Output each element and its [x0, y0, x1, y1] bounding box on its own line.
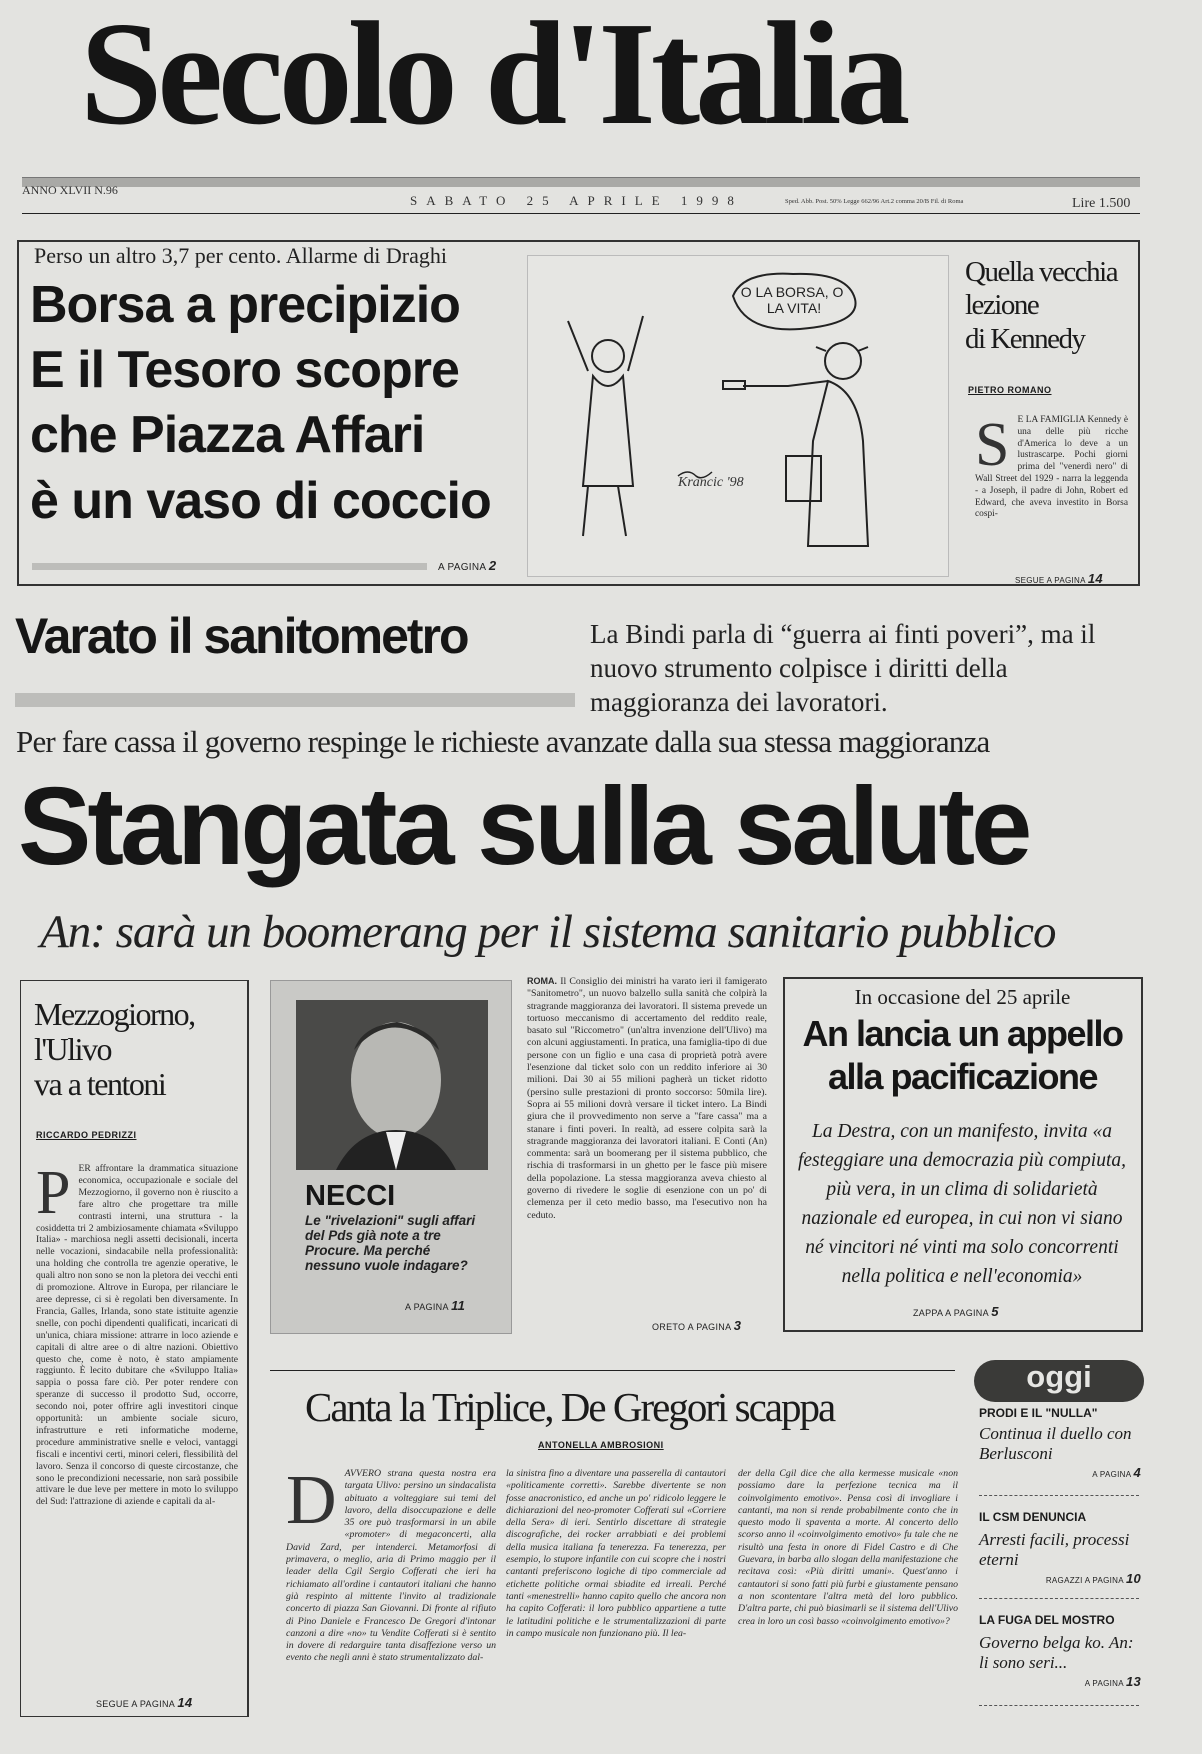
- appello-page-ref: [913, 1304, 999, 1319]
- roma-page-ref: [652, 1318, 741, 1333]
- oggi-item: [979, 1406, 1141, 1480]
- mezzogiorno-body: [36, 1163, 238, 1685]
- appello-headline: [790, 1012, 1135, 1098]
- oggi-item-body: Continua il duello con Berlusconi: [979, 1424, 1132, 1463]
- kennedy-headline-line: Quella vecchia: [965, 256, 1118, 288]
- kennedy-headline-line: di Kennedy: [965, 322, 1085, 355]
- borsa-headline-line: che Piazza Affari: [30, 406, 425, 465]
- kennedy-headline-line: lezione: [965, 289, 1039, 322]
- necci-name: NECCI: [305, 1180, 396, 1212]
- ref-label: RAGAZZI A PAGINA: [1045, 1576, 1124, 1586]
- kennedy-author: PIETRO ROMANO: [968, 385, 1052, 395]
- triplice-author: ANTONELLA AMBROSIONI: [538, 1440, 664, 1450]
- mezzogiorno-headline-line: va a tentoni: [34, 1066, 166, 1103]
- ref-page: 4: [1133, 1465, 1141, 1481]
- ref-page: 13: [1125, 1674, 1141, 1690]
- ref-page: 11: [451, 1298, 466, 1313]
- mezzogiorno-headline: [34, 997, 244, 1103]
- ref-page: 5: [991, 1304, 999, 1319]
- oggi-divider: [979, 1705, 1139, 1706]
- postal-info: Sped. Abb. Post. 50% Legge 662/96 Art.2 comma 20/B Fil. di Roma: [785, 198, 964, 205]
- borsa-headline: [30, 276, 520, 530]
- appello-body: La Destra, con un manifesto, invita «a festeggiare una democrazia più compiuta, più vera, in un clima di solidarietà nazionale ed europea, in cui non vi siano né vincitori né vinti ma solo concorrenti nella politica e nell'economia»: [797, 1121, 1127, 1287]
- necci-photo: [296, 1000, 488, 1170]
- triplice-col1-text: AVVERO strana questa nostra era targata Ulivo: persino un sindacalista abituato a volteggiare sui temi del lavoro, della disoccupazione e delle 35 ore può trasformarsi in un abile «promoter» di megaconcerti, alla David Zard, per intenderci. Metamorfosi di primavera, o meglio, aria di Primo maggio per il leader della Cgil Sergio Cofferati che ieri ha richiamato all'ordine i cantautori italiani che hanno già respinto al mittente l'invito al tradizionale concerto di piazza San Giovanni. Di fronte al rifiuto di Pino Daniele e Francesco De Gregori d'intonar canzoni a dire «no» tu Vendite Cofferati si è sentito in dovere di redarguire tanta disaffezione verso un evento che negli anni è stato strumentalizzato dal-: [286, 1468, 496, 1664]
- cartoon-signature: Krancic '98: [678, 475, 744, 490]
- briefcase: [786, 456, 821, 501]
- ref-page: 2: [488, 558, 497, 573]
- robber-head: [825, 343, 861, 379]
- kennedy-page-ref: [1015, 571, 1103, 586]
- oggi-item-ref: [979, 1674, 1141, 1689]
- issue-date: SABATO 25 APRILE 1998: [410, 193, 743, 208]
- oggi-item-ref: [979, 1465, 1141, 1480]
- masthead-bottom-rule: [22, 213, 1140, 214]
- ref-label: SEGUE A PAGINA: [96, 1699, 175, 1709]
- borsa-kicker: Perso un altro 3,7 per cento. Allarme di Draghi: [34, 243, 448, 268]
- mezzogiorno-dropcap: P: [36, 1163, 71, 1227]
- cartoon-panel: [527, 255, 949, 577]
- triplice-top-rule: [270, 1370, 955, 1371]
- mezzogiorno-page-ref: [96, 1695, 192, 1710]
- oggi-item: [979, 1510, 1141, 1586]
- gun: [723, 381, 745, 389]
- cartoon-illustration: [528, 256, 948, 576]
- oggi-item-body: Arresti facili, processi eterni: [979, 1530, 1130, 1569]
- ref-page: 14: [1087, 571, 1103, 586]
- oggi-divider: [979, 1598, 1139, 1599]
- kennedy-headline: [965, 256, 1125, 356]
- oggi-item-ref: [979, 1571, 1141, 1586]
- robber-arm: [743, 381, 828, 386]
- roma-text: Il Consiglio dei ministri ha varato ieri il famigerato "Sanitometro", un nuovo balzello sulla sanità che colpirà la stragrande maggioranza dei lavoratori. Il sistema prevede un tortuoso meccanismo di accertamento del reddito reale, basato sul "Riccometro" (un'altra invenzione dell'Ulivo) ma con alcuni aggiustamenti. In pratica, una famiglia-tipo di due persone con un figlio e una casa di proprietà potrà avere l'esenzione dal ticket solo con un reddito inferiore ai 30 milioni. Dai 30 ai 55 milioni pagherà un ticket ridotto (persino sulle prestazioni di pronto soccorso: 50mila lire). Sopra ai 55 milioni dovrà versare il ticket intero. La Bindi giura che il provvedimento non serve a "fare cassa" ma a stanare i finti poveri. In realtà, ad essere colpita sarà la stragrande maggioranza dei lavoratori italiani. E Conti (An) commenta: sarà un boomerang per il sistema pubblico, che rischia di trasformarsi in un ghetto per le fasce più misere della popolazione. La stessa maggioranza aveva chiesto al governo di rivedere le soglie di esenzione con un po' di clemenza per il ceto medio basso, ma l'esecutivo non ha ceduto.: [527, 976, 767, 1221]
- oggi-divider: [979, 1495, 1139, 1496]
- appello-headline-line: alla pacificazione: [827, 1056, 1098, 1098]
- triplice-column-2: la sinistra fino a diventare una passerella di cantautori «politicamente corretti». Sarebbe divertente se non fosse anacronistico, ed anche un po' ridicolo leggere le dichiarazioni del neo-promoter Cofferati sul «Corriere della Sera» di ieri. Sentirlo discettare di strategie discografiche, dei rocker arrabbiati e dei problemi della musica italiana fa tenerezza. Fa tenerezza, per esempio, lo stupore infantile con cui scopre che i nostri cantanti preferiscono logiche di tipo commerciale ad etichette politiche ormai sbiadite ed irreali. Perché tanti «menestrelli» hanno capito quello che ancora non ha capito Cofferati: il loro pubblico appartiene a tutte le latitudini politiche e le strumentalizzazioni di parte in campo musicale non funzionano più. Il lea-: [506, 1468, 726, 1639]
- necci-page-ref: [405, 1298, 465, 1313]
- ref-label: ZAPPA A PAGINA: [913, 1308, 989, 1318]
- robber-body: [808, 381, 868, 546]
- triplice-column-1: [286, 1468, 496, 1726]
- main-subheadline: An: sarà un boomerang per il sistema sanitario pubblico: [40, 906, 1056, 958]
- ref-page: 3: [733, 1318, 742, 1333]
- oggi-item-body: Governo belga ko. An: li sono seri...: [979, 1633, 1134, 1672]
- ref-label: A PAGINA: [1092, 1470, 1131, 1480]
- oggi-item-title: IL CSM DENUNCIA: [979, 1510, 1087, 1524]
- mezzogiorno-text: ER affrontare la drammatica situazione economica, occupazionale e sociale del Mezzogiorno, il governo non è riuscito a fare altro che progettare tra mille contrasti interni, una struttura - la cosiddetta tri 2 ambiziosamente chiamata «Sviluppo Italia» - marchiosa negli assetti decisionali, incerta nelle vocazioni, sindacabile nella professionalità: una holding che controlla tre agenzie operative, le quali altro non sono se non la pletora dei vecchi enti di promozione. Altrove in Europa, per rilanciare le aree depresse, ci si è regolati ben diversamente. In Francia, Galles, Irlanda, sono state istituite agenzie snelle, con pochi dipendenti qualificati, incaricati di un'unica, chiara missione: attrarre in loco aziende e capitali di altre aree o di altre nazioni. Obiettivo questo che, come è noto, è stato ampiamente raggiunto. È lecito dubitare che «Sviluppo Italia» sappia o possa fare ciò. Per poter rendere con speranze di successo il prodotto Sud, occorre, secondo noi, poter offrire agli investitori cinque opportunità: un ambiente sociale sicuro, infrastrutture e reti informatiche moderne, procedure amministrative snelle e veloci, vantaggi fiscali e incentivi certi, minori celeri, flessibilità del lavoro. Senza il concorso di queste circostanze, che sono le precondizioni necessarie, non sarà possibile attivare le due leve per mettere in moto lo sviluppo del Sud: l'attrazione di aziende e capitali da al-: [36, 1163, 238, 1508]
- ref-page: 10: [1125, 1571, 1141, 1587]
- kennedy-body: [975, 411, 1128, 521]
- issue-number: ANNO XLVII N.96: [22, 183, 118, 197]
- ref-label: A PAGINA: [405, 1302, 449, 1312]
- ref-label: SEGUE A PAGINA: [1015, 576, 1086, 585]
- ref-label: A PAGINA: [1084, 1679, 1124, 1689]
- ref-label: ORETO A PAGINA: [652, 1322, 731, 1332]
- borsa-headline-line: Borsa a precipizio: [30, 276, 460, 334]
- ref-page: 14: [177, 1695, 193, 1710]
- oggi-item: [979, 1613, 1141, 1689]
- oggi-item-title: PRODI E IL "NULLA": [979, 1406, 1098, 1420]
- masthead-rule: [22, 177, 1140, 187]
- roma-article: [527, 975, 767, 1222]
- roma-lead: ROMA.: [527, 976, 557, 986]
- triplice-column-3: der della Cgil dice che alla kermesse musicale «non possiamo dare la perfezione tecnica ma il coinvolgimento emotivo». Pensa così di invogliare i cantanti, ma non si rende probabilmente conto che in questo modo li spaventa a morte. Al concerto dello scorso anno il «coinvolgimento emotivo» fu tale che ne risultò una festa in onore di Fidel Castro e di Che Guevara, in barba allo slogan della manifestazione che recitava così: «Più diritti umani». Quest'anno i cantautori si sono fatti più furbi e giustamente pensano a non scontentare l'altra metà del loro pubblico. D'altra parte, chi può biasimarli se il sistema dell'Ulivo crea in loro un così basso «coinvolgimento emotivo»?: [738, 1468, 958, 1627]
- ref-label: A PAGINA: [438, 562, 486, 573]
- main-headline: Stangata sulla salute: [18, 765, 1029, 888]
- mezzogiorno-headline-line: Mezzogiorno,: [34, 996, 195, 1032]
- figure-head: [592, 340, 624, 372]
- sanitometro-deck: La Bindi parla di “guerra ai finti poveri”, ma il nuovo strumento colpisce i diritti della maggioranza dei lavoratori.: [590, 619, 1096, 717]
- borsa-headline-line: è un vaso di coccio: [30, 471, 491, 530]
- sanitometro-headline: Varato il sanitometro: [15, 608, 468, 664]
- mezzogiorno-author: RICCARDO PEDRIZZI: [36, 1130, 137, 1140]
- figure-raised-arms: [568, 316, 643, 371]
- oggi-item-title: LA FUGA DEL MOSTRO: [979, 1613, 1115, 1627]
- main-kicker: Per fare cassa il governo respinge le richieste avanzate dalla sua stessa maggioranza: [16, 724, 990, 759]
- mezzogiorno-headline-line: l'Ulivo: [34, 1031, 112, 1068]
- appello-kicker: In occasione del 25 aprile: [854, 985, 1071, 1009]
- triplice-headline: Canta la Triplice, De Gregori scappa: [305, 1384, 835, 1430]
- kennedy-dropcap: S: [975, 411, 1010, 479]
- portrait-image: [296, 1000, 488, 1170]
- necci-text: Le "rivelazioni" sugli affari del Pds già note a tre Procure. Ma perché nessuno vuole indagare?: [305, 1213, 476, 1273]
- speech-text: O LA BORSA, O LA VITA!: [740, 284, 844, 316]
- masthead-title: Secolo d'Italia: [80, 0, 906, 156]
- borsa-rule: [32, 563, 427, 570]
- price: Lire 1.500: [1072, 196, 1131, 211]
- borsa-headline-line: E il Tesoro scopre: [30, 341, 459, 400]
- borsa-page-ref: [438, 558, 496, 573]
- triplice-dropcap: D: [286, 1468, 337, 1539]
- appello-headline-line: An lancia un appello: [802, 1013, 1123, 1054]
- figure-body: [583, 376, 633, 486]
- sanitometro-band: [15, 693, 575, 707]
- oggi-title: oggi: [1026, 1359, 1092, 1394]
- kennedy-text: E LA FAMIGLIA Kennedy è una delle più ricche d'America lo deve a un lustrascarpe. Pochi giorni prima del "venerdì nero" di Wall Street del 1929 - narra la leggenda - a Joseph, il padre di John, Robert ed Edward, che aveva investito in Borsa cospi-: [975, 415, 1128, 520]
